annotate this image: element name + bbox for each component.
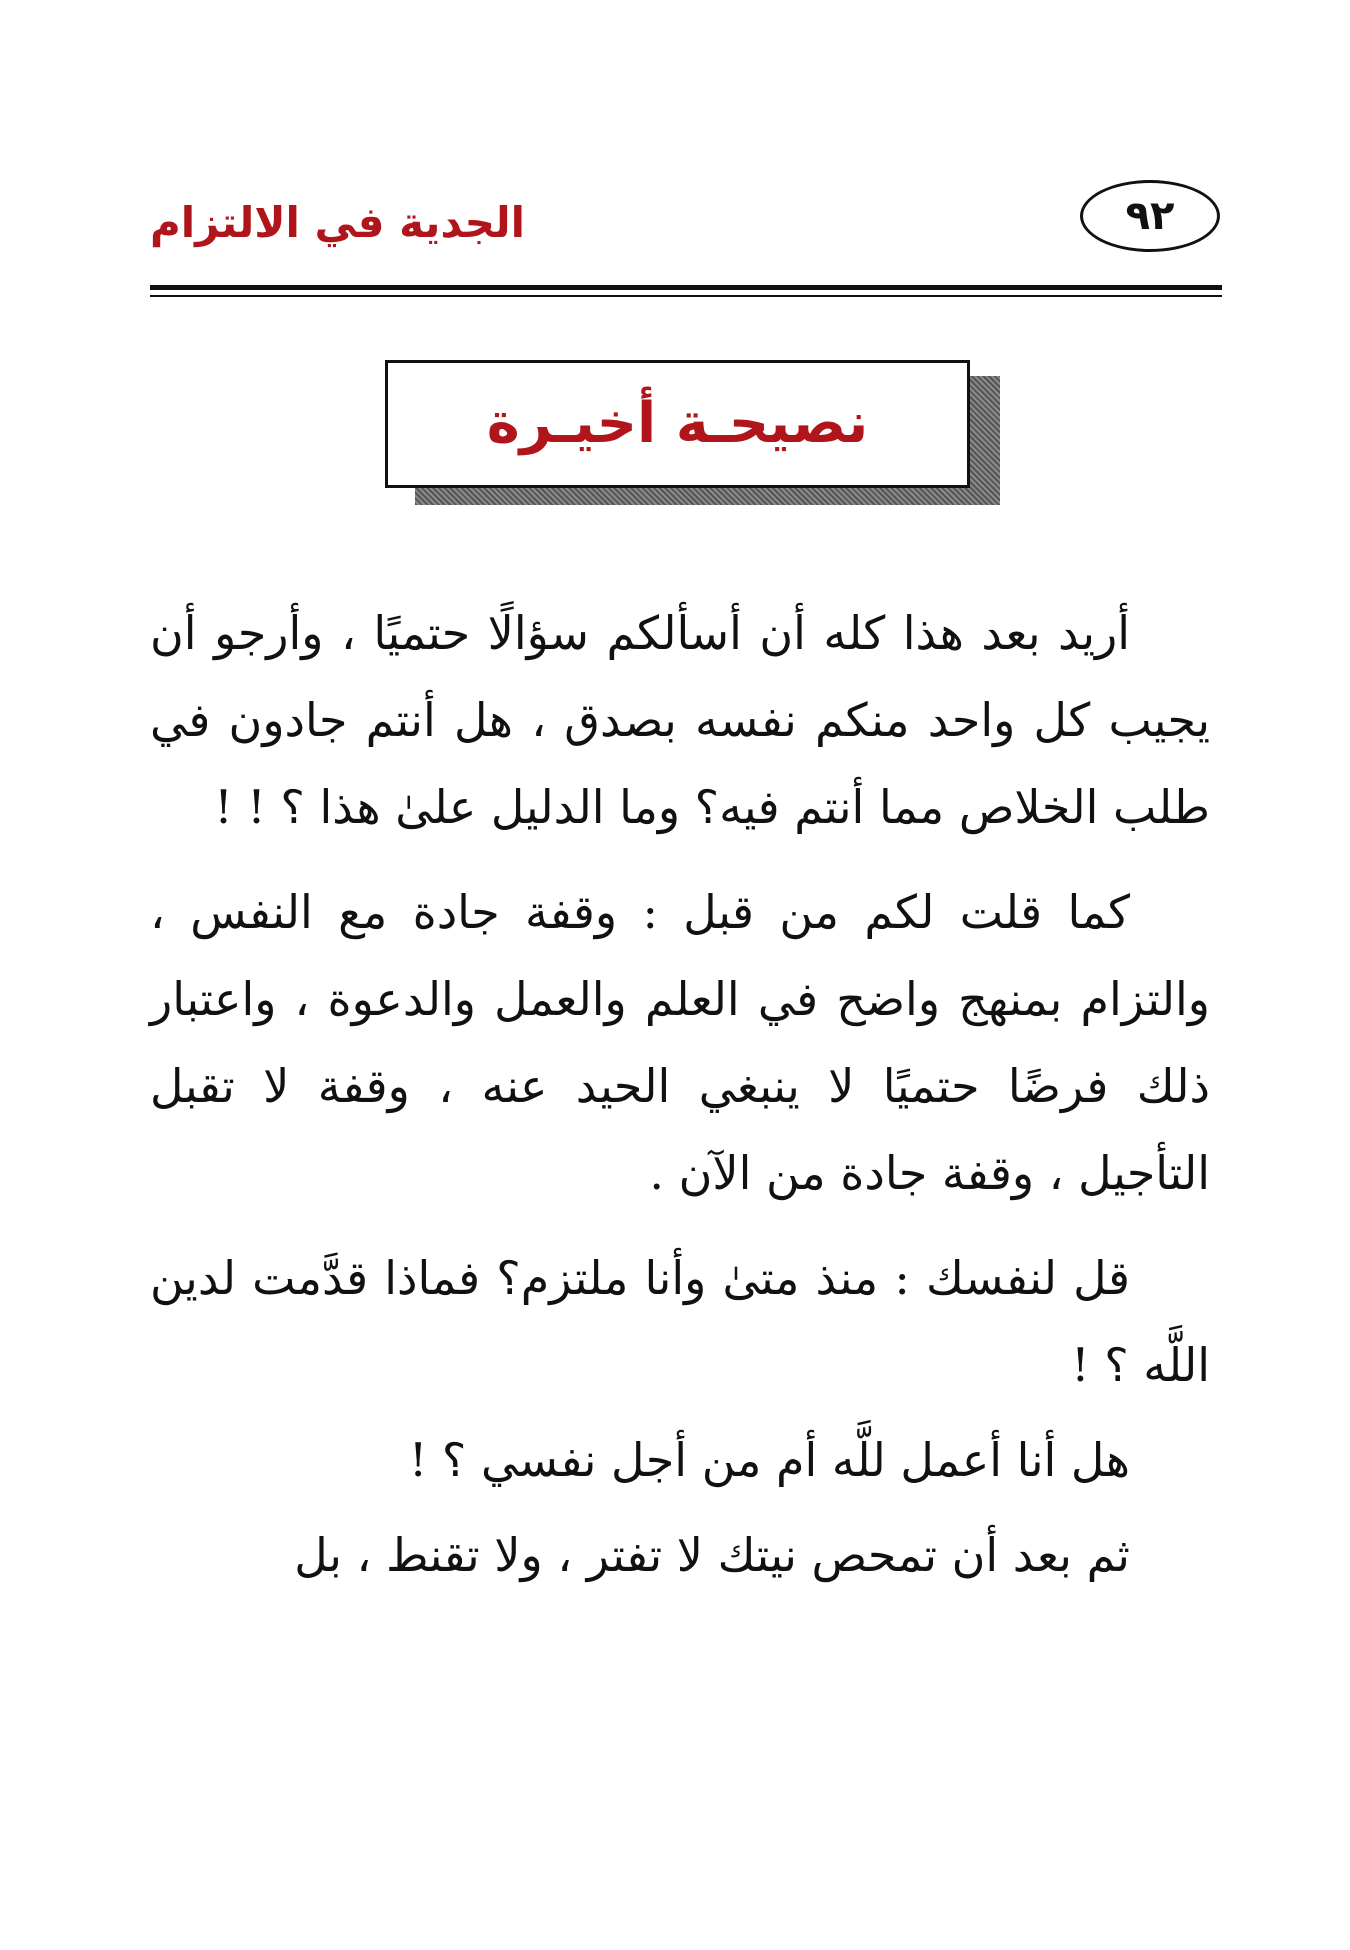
header-rule-thick — [150, 285, 1222, 290]
paragraph: هل أنا أعمل للَّه أم من أجل نفسي ؟ ! — [408, 1433, 1130, 1487]
section-title: نصيحـة أخيـرة — [486, 391, 869, 456]
page-number: ٩٢ — [1080, 180, 1220, 252]
running-header — [150, 180, 1220, 280]
header-rule-thin — [150, 295, 1222, 297]
paragraph: أريد بعد هذا كله أن أسألكم سؤالًا حتميًا ، وأرجو أن يجيب كل واحد منكم نفسه بصدق ، هل أنتم جادون في طلب الخلاص مما أنتم فيه؟ وما الدليل علىٰ هذا ؟ ! ! — [150, 606, 1210, 834]
paragraph: قل لنفسك : منذ متىٰ وأنا ملتزم؟ فماذا قدَّمت لدين اللَّه ؟ ! — [150, 1251, 1210, 1392]
section-title-box — [385, 360, 1000, 505]
paragraph: كما قلت لكم من قبل : وقفة جادة مع النفس ، والتزام بمنهج واضح في العلم والعمل والدعوة ، واعتبار ذلك فرضًا حتميًا لا ينبغي الحيد عنه ، وقفة لا تقبل التأجيل ، وقفة جادة من الآن . — [150, 885, 1210, 1200]
title-box-frame — [385, 360, 970, 488]
body-text — [150, 590, 1210, 1607]
paragraph: ثم بعد أن تمحص نيتك لا تفتر ، ولا تقنط ، بل — [294, 1528, 1130, 1582]
running-title: الجدية في الالتزام — [150, 198, 526, 247]
